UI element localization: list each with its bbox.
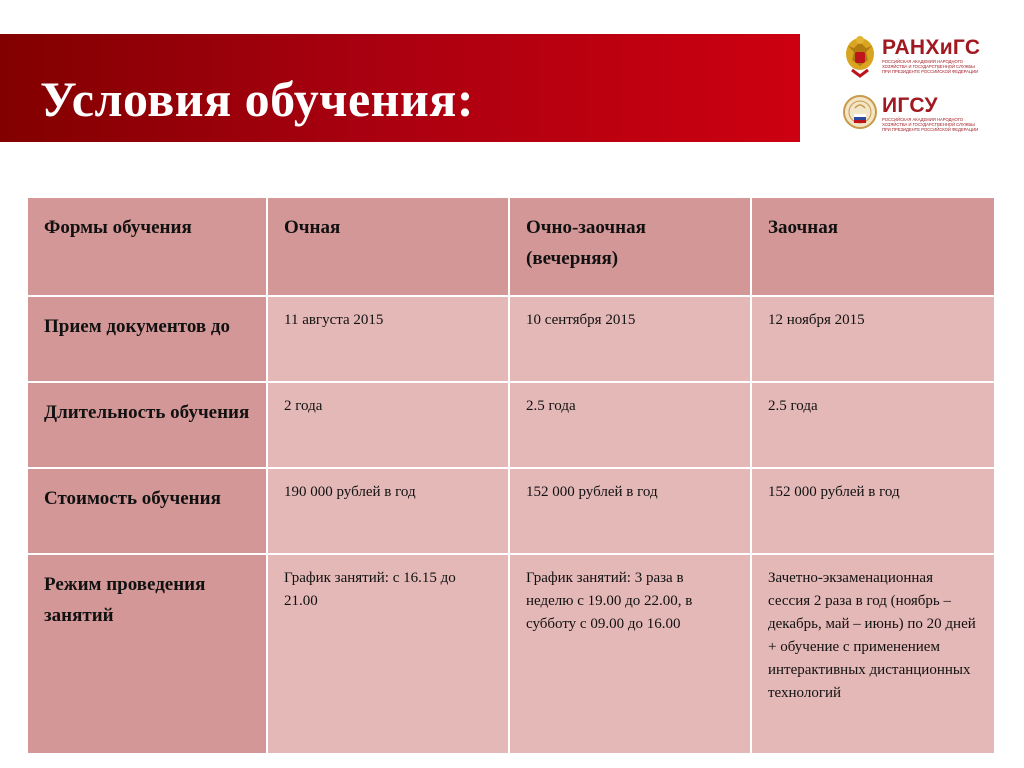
table-cell: 11 августа 2015 [268, 297, 508, 381]
table-cell: График занятий: 3 раза в неделю с 19.00 до 22.00, в субботу с 09.00 до 16.00 [510, 555, 750, 753]
table-cell: 2 года [268, 383, 508, 467]
table-header-cell: Формы обучения [28, 198, 266, 295]
row-label: Стоимость обучения [28, 469, 266, 553]
table-cell: 2.5 года [510, 383, 750, 467]
igsu-emblem-icon [842, 90, 878, 136]
table-cell: 2.5 года [752, 383, 994, 467]
table-cell: 152 000 рублей в год [752, 469, 994, 553]
row-label: Прием документов до [28, 297, 266, 381]
table-cell: График занятий: с 16.15 до 21.00 [268, 555, 508, 753]
table-cell: Зачетно-экзаменационная сессия 2 раза в год (ноябрь – декабрь, май – июнь) по 20 дней + обучение с применением интерактивных дистанционных технологий [752, 555, 994, 753]
igsu-logo [842, 90, 982, 136]
table-cell: 10 сентября 2015 [510, 297, 750, 381]
igsu-logo-name: ИГСУ [882, 93, 938, 117]
ranepa-logo [842, 32, 982, 78]
table-cell: 152 000 рублей в год [510, 469, 750, 553]
double-headed-eagle-icon [842, 32, 878, 78]
row-label: Режим проведения занятий [28, 555, 266, 753]
ranepa-logo-subtitle: РОССИЙСКАЯ АКАДЕМИЯ НАРОДНОГО ХОЗЯЙСТВА И ГОСУДАРСТВЕННОЙ СЛУЖБЫ ПРИ ПРЕЗИДЕНТЕ РОССИЙСКОЙ ФЕДЕРАЦИИ [882, 58, 979, 74]
table-cell: 190 000 рублей в год [268, 469, 508, 553]
page-title: Условия обучения: [40, 71, 474, 127]
ranepa-logo-name: РАНХиГС [882, 35, 981, 59]
table-header-cell: Очно-заочная (вечерняя) [510, 198, 750, 295]
table-header-cell: Очная [268, 198, 508, 295]
igsu-logo-subtitle: РОССИЙСКАЯ АКАДЕМИЯ НАРОДНОГО ХОЗЯЙСТВА И ГОСУДАРСТВЕННОЙ СЛУЖБЫ ПРИ ПРЕЗИДЕНТЕ РОССИЙСКОЙ ФЕДЕРАЦИИ [882, 116, 979, 132]
table-cell: 12 ноября 2015 [752, 297, 994, 381]
row-label: Длительность обучения [28, 383, 266, 467]
study-conditions-table [28, 198, 988, 753]
table-header-cell: Заочная [752, 198, 994, 295]
